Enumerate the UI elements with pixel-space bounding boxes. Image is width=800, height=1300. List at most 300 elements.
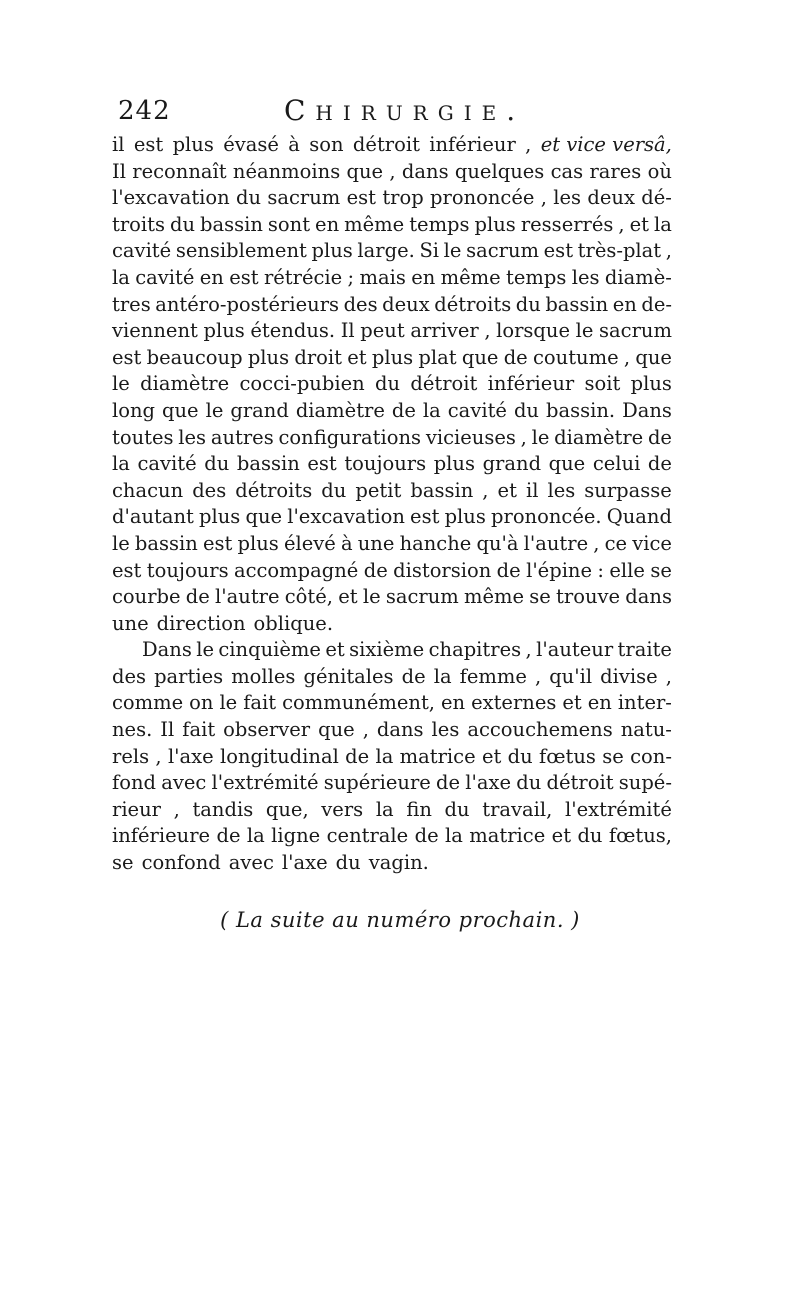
word: sacrum	[267, 186, 341, 210]
word: travail,	[482, 797, 553, 821]
word: détroit	[352, 133, 420, 156]
word: rieur	[112, 797, 161, 821]
word: de	[647, 452, 672, 476]
word: la	[112, 265, 130, 289]
word: fond	[112, 771, 156, 795]
word: que	[635, 345, 672, 369]
word: se	[650, 558, 672, 582]
word: toujours	[146, 558, 229, 582]
word: :	[597, 558, 604, 582]
word: sixième	[349, 638, 425, 662]
word: même	[344, 212, 405, 236]
word: resserrés	[520, 212, 614, 236]
word: élevé	[283, 531, 336, 555]
word: des	[343, 292, 378, 316]
word: est	[112, 558, 142, 582]
word: la	[445, 824, 463, 848]
word: de	[401, 664, 426, 688]
word: la	[653, 212, 672, 236]
word: et	[629, 212, 649, 236]
word: ,	[618, 212, 625, 236]
word: cocci-pubien	[239, 372, 365, 396]
word: rétrécie	[263, 265, 343, 289]
word: inférieur	[429, 133, 516, 156]
word: ,	[484, 319, 491, 343]
page-number: 242	[118, 96, 171, 126]
text-line	[112, 345, 672, 372]
word: accompagné	[233, 558, 359, 582]
word: sacrum	[385, 585, 459, 609]
word: ,	[362, 718, 369, 742]
word: molles	[231, 664, 296, 688]
word: vicieuses	[425, 425, 516, 449]
word: étendus.	[250, 319, 336, 343]
text-line	[112, 531, 672, 558]
word: est	[229, 265, 259, 289]
word: du	[236, 186, 262, 210]
word: de	[496, 558, 521, 582]
word: tres	[112, 292, 151, 316]
word: longitudinal	[220, 744, 339, 768]
word: de	[647, 425, 672, 449]
word: le	[219, 691, 238, 715]
word: grand	[230, 398, 289, 422]
word: du	[375, 372, 401, 396]
text-line	[112, 611, 672, 638]
word: reconnaît	[132, 159, 227, 183]
word: que	[162, 398, 199, 422]
word: une	[112, 611, 149, 635]
word: que	[346, 159, 384, 183]
word: plus	[203, 319, 245, 343]
word: peut	[360, 319, 405, 343]
word: diamètre	[295, 398, 385, 422]
word: natu-	[620, 718, 672, 742]
word: supé-	[618, 771, 672, 795]
word: communément,	[282, 691, 436, 715]
word: fœtus,	[608, 824, 672, 848]
word: dans	[625, 585, 672, 609]
word: du	[204, 452, 230, 476]
word: cavité	[447, 398, 507, 422]
word: nes.	[112, 718, 153, 742]
word: le	[443, 239, 462, 263]
word: est	[543, 239, 574, 263]
word: que	[548, 452, 586, 476]
word: observer	[223, 718, 311, 742]
text-line	[112, 265, 672, 292]
word: confond	[141, 851, 221, 875]
text-line	[112, 823, 672, 850]
word: du	[513, 398, 539, 422]
text-line	[112, 770, 672, 797]
word: la	[433, 664, 452, 688]
word: externes	[471, 691, 557, 715]
word: divise	[600, 664, 658, 688]
word: et	[338, 585, 358, 609]
word: dans	[376, 718, 424, 742]
word: sacrum	[599, 319, 672, 343]
word: rares	[589, 159, 642, 183]
word: plat	[418, 345, 457, 369]
word: est	[410, 505, 440, 529]
word: plus	[371, 345, 414, 369]
word: génitales	[303, 664, 394, 688]
word: l'extrémité	[211, 771, 319, 795]
word: inférieur	[487, 372, 575, 396]
word: dé-	[641, 186, 672, 210]
word: tandis	[192, 797, 254, 821]
word: autres	[210, 425, 274, 449]
word: ligne	[271, 824, 321, 848]
word: que	[461, 345, 499, 369]
text-line	[112, 478, 672, 505]
word: des	[112, 664, 147, 688]
word: l'autre	[215, 585, 280, 609]
text-line	[112, 504, 672, 531]
word: du	[321, 478, 347, 502]
word: arriver	[410, 319, 479, 343]
word: plus	[311, 239, 353, 263]
word: vagin.	[368, 851, 429, 875]
word: l'excavation	[287, 505, 405, 529]
word: la	[375, 744, 394, 768]
word: de	[216, 824, 241, 848]
word: trop	[382, 186, 424, 210]
word: beaucoup	[146, 345, 243, 369]
word: ,	[534, 664, 542, 688]
word: ,	[482, 478, 489, 502]
word: se	[602, 744, 624, 768]
word: supérieure	[323, 771, 431, 795]
word: Il	[340, 319, 355, 343]
word: plus	[444, 505, 486, 529]
word: le	[112, 531, 130, 555]
word: ;	[347, 265, 355, 289]
word: du	[169, 212, 196, 236]
word: ,	[520, 425, 527, 449]
word: hanche	[399, 531, 472, 555]
word: et	[551, 824, 572, 848]
word: en	[440, 691, 466, 715]
word: évasé	[223, 133, 279, 156]
text-line	[112, 318, 672, 345]
word: détroit	[410, 372, 478, 396]
word: ,	[623, 345, 631, 369]
word: est	[112, 345, 142, 369]
word: on	[189, 691, 214, 715]
word: de	[391, 398, 416, 422]
word: femme	[459, 664, 527, 688]
running-head: Chirurgie.	[284, 94, 526, 127]
word: large.	[357, 239, 415, 263]
word: ,	[665, 664, 672, 688]
word: avec	[228, 851, 274, 875]
text-line	[112, 717, 672, 744]
word: plus	[237, 531, 279, 555]
word: du	[507, 744, 533, 768]
text-line	[112, 398, 672, 425]
word: bassin	[200, 212, 263, 236]
word: même	[440, 265, 501, 289]
text-line	[112, 797, 672, 824]
word: con-	[630, 744, 672, 768]
word: traite	[617, 638, 672, 662]
word: droit	[294, 345, 342, 369]
word: est	[307, 452, 337, 476]
word: est	[133, 133, 164, 156]
word: diamètre	[140, 372, 230, 396]
word: et	[347, 345, 367, 369]
word: deux	[587, 186, 635, 210]
word: matrice	[469, 824, 546, 848]
word: du	[335, 851, 361, 875]
word: l'extrémité	[564, 797, 672, 821]
word: cavité	[112, 239, 172, 263]
word: le	[362, 585, 381, 609]
word: en	[199, 265, 224, 289]
word: des	[192, 478, 227, 502]
word: Dans	[622, 398, 672, 422]
word: l'excavation	[112, 186, 230, 210]
word: celui	[592, 452, 641, 476]
word: trouve	[556, 585, 621, 609]
word: Il	[112, 159, 126, 183]
text-line	[112, 744, 672, 771]
word: cinquième	[218, 638, 321, 662]
word: détroits	[235, 478, 313, 502]
text-line	[112, 212, 672, 239]
word: de	[414, 824, 439, 848]
word: plus	[433, 452, 475, 476]
word: chapitres	[428, 638, 522, 662]
body-text	[112, 132, 672, 877]
word: de	[363, 558, 388, 582]
word: temps	[409, 212, 470, 236]
word: ,	[525, 638, 532, 662]
word: les	[431, 718, 460, 742]
word: le	[205, 398, 224, 422]
word: mais	[359, 265, 406, 289]
word: de	[436, 771, 461, 795]
word: inférieure	[112, 824, 211, 848]
text-line	[112, 132, 672, 159]
word: surpasse	[584, 478, 672, 502]
text-line	[112, 425, 672, 452]
word: centrale	[326, 824, 409, 848]
word: cas	[550, 159, 584, 183]
word: du	[577, 824, 603, 848]
word: où	[647, 159, 672, 183]
word: en	[411, 265, 436, 289]
word: qu'à	[476, 531, 519, 555]
word: Dans	[142, 638, 192, 662]
word: coutume	[532, 345, 619, 369]
word: grand	[482, 452, 542, 476]
text-line	[112, 238, 672, 265]
word: néanmoins	[232, 159, 341, 183]
word: sensiblement	[175, 239, 307, 263]
word: distorsion	[393, 558, 492, 582]
word: l'axe	[465, 771, 512, 795]
word: oblique.	[253, 611, 334, 635]
word: matrice	[399, 744, 476, 768]
word: fœtus	[539, 744, 596, 768]
word: en	[612, 292, 637, 316]
word: les	[553, 186, 582, 210]
word: en	[587, 691, 612, 715]
text-line	[112, 159, 672, 186]
word: ,	[665, 239, 672, 263]
word: toujours	[344, 452, 427, 476]
word: de	[185, 585, 210, 609]
word: antéro-postérieurs	[155, 292, 340, 316]
word: viennent	[112, 319, 198, 343]
word: et vice versâ,	[540, 133, 672, 156]
word: sacrum	[466, 239, 540, 263]
word: deux	[382, 292, 430, 316]
word: rels	[112, 744, 150, 768]
word: bassin	[410, 478, 474, 502]
text-line	[112, 558, 672, 585]
word: même	[463, 585, 525, 609]
word: l'axe	[281, 851, 328, 875]
word: l'autre	[523, 531, 589, 555]
word: prononcée	[430, 186, 535, 210]
text-line	[112, 371, 672, 398]
word: direction	[156, 611, 246, 635]
word: sont	[267, 212, 311, 236]
word: à	[288, 133, 300, 156]
word: dans	[401, 159, 449, 183]
word: fait	[182, 718, 216, 742]
word: une	[357, 531, 395, 555]
word: inter-	[617, 691, 672, 715]
word: avec	[161, 771, 207, 795]
word: diamè-	[604, 265, 672, 289]
word: accouchemens	[467, 718, 613, 742]
text-line	[112, 850, 672, 877]
word: plus	[474, 212, 516, 236]
word: l'auteur	[536, 638, 614, 662]
word: ,	[173, 797, 180, 821]
word: très-plat	[577, 239, 662, 263]
word: plus	[247, 345, 290, 369]
word: configurations	[278, 425, 422, 449]
word: courbe	[112, 585, 181, 609]
word: parties	[154, 664, 224, 688]
word: les	[547, 478, 576, 502]
text-line	[112, 292, 672, 319]
text-line	[112, 690, 672, 717]
word: les	[178, 425, 207, 449]
word: le	[531, 425, 550, 449]
word: diamètre	[554, 425, 644, 449]
word: que	[318, 718, 355, 742]
word: il	[525, 478, 539, 502]
word: du	[516, 771, 542, 795]
word: détroit	[546, 771, 614, 795]
word: se	[112, 851, 134, 875]
word: cavité	[137, 452, 197, 476]
word: elle	[609, 558, 645, 582]
word: est	[202, 531, 233, 555]
text-line	[112, 664, 672, 691]
word: troits	[112, 212, 165, 236]
word: en	[315, 212, 340, 236]
word: que,	[265, 797, 309, 821]
word: et	[497, 478, 517, 502]
word: bassin	[545, 292, 609, 316]
word: d'autant	[112, 505, 194, 529]
word: plus	[199, 505, 241, 529]
word: la	[375, 797, 394, 821]
word: temps	[506, 265, 567, 289]
word: il	[112, 133, 125, 156]
word: l'épine	[526, 558, 593, 582]
word: est	[346, 186, 377, 210]
word: ,	[540, 186, 547, 210]
word: et	[325, 638, 345, 662]
word: petit	[355, 478, 402, 502]
word: bassin	[134, 531, 198, 555]
word: de	[345, 744, 370, 768]
word: soit	[584, 372, 621, 396]
word: plus	[630, 372, 672, 396]
word: côté,	[284, 585, 333, 609]
word: le	[575, 319, 594, 343]
word: vice	[632, 531, 672, 555]
word: cavité	[135, 265, 195, 289]
word: et	[562, 691, 582, 715]
word: et	[481, 744, 502, 768]
word: plus	[172, 133, 214, 156]
word: Si	[419, 239, 440, 263]
word: détroits	[434, 292, 512, 316]
word: de-	[641, 292, 672, 316]
word: comme	[112, 691, 184, 715]
word: ce	[604, 531, 628, 555]
word: de	[503, 345, 528, 369]
word: Quand	[606, 505, 672, 529]
word: la	[112, 452, 130, 476]
word: du	[444, 797, 470, 821]
page-header	[110, 96, 690, 136]
word: qu'il	[549, 664, 593, 688]
word: prononcée.	[491, 505, 602, 529]
word: vers	[321, 797, 364, 821]
word: Il	[160, 718, 175, 742]
word: quelques	[454, 159, 545, 183]
word: ,	[593, 531, 600, 555]
text-line	[112, 637, 672, 664]
word: à	[340, 531, 353, 555]
word: que	[245, 505, 283, 529]
word: chacun	[112, 478, 184, 502]
word: l'axe	[167, 744, 214, 768]
word: bassin	[236, 452, 300, 476]
text-line	[112, 185, 672, 212]
word: ,	[525, 133, 532, 156]
word: ,	[389, 159, 396, 183]
word: la	[246, 824, 265, 848]
word: lorsque	[496, 319, 571, 343]
word: toutes	[112, 425, 174, 449]
word: fin	[406, 797, 432, 821]
word: bassin.	[545, 398, 616, 422]
word: se	[529, 585, 551, 609]
word: le	[112, 372, 130, 396]
